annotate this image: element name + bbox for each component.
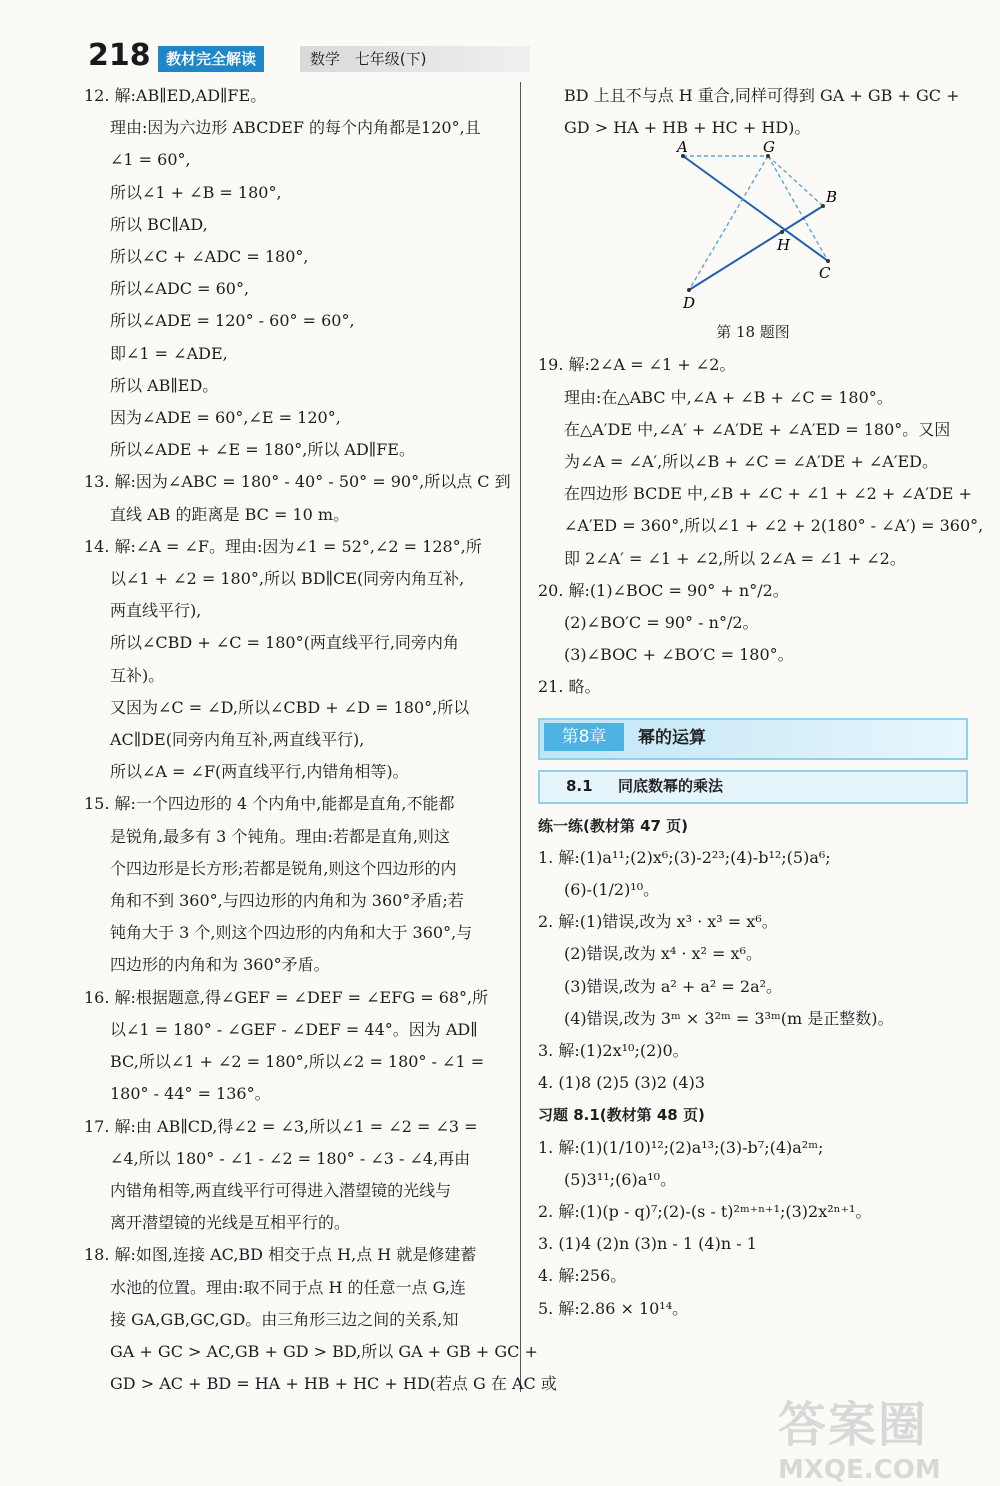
- subject-label: 数学: [310, 50, 341, 68]
- watermark-text-en: MXQE.COM: [778, 1455, 941, 1485]
- text-line: 2. 解:(1)(p - q)⁷;(2)-(s - t)²ᵐ⁺ⁿ⁺¹;(3)2x²ⁿ⁺¹。: [538, 1202, 872, 1222]
- column-divider: [520, 82, 521, 1392]
- chapter-banner: [538, 718, 968, 760]
- point-b: [821, 204, 825, 208]
- text-line: 又因为∠C = ∠D,所以∠CBD + ∠D = 180°,所以: [110, 697, 470, 717]
- section-number: 8.1: [566, 776, 593, 795]
- text-line: 5. 解:2.86 × 10¹⁴。: [538, 1298, 689, 1318]
- text-line: 1. 解:(1)a¹¹;(2)x⁶;(3)-2²³;(4)-b¹²;(5)a⁶;: [538, 847, 831, 867]
- figure-18: [538, 138, 968, 349]
- text-line: 4. 解:256。: [538, 1266, 627, 1286]
- site-watermark: [778, 1386, 978, 1485]
- text-line: 17. 解:由 AB∥CD,得∠2 = ∠3,所以∠1 = ∠2 = ∠3 =: [84, 1116, 478, 1136]
- label-g: G: [763, 138, 775, 157]
- label-b: B: [826, 188, 838, 207]
- text-line: BD 上且不与点 H 重合,同样可得到 GA + GB + GC +: [564, 86, 960, 105]
- page-header: [88, 36, 988, 76]
- point-c: [826, 259, 830, 263]
- text-line: 2. 解:(1)错误,改为 x³ · x³ = x⁶。: [538, 912, 778, 932]
- watermark-text-cn: 答案圈: [778, 1397, 929, 1453]
- right-column: [538, 80, 984, 1325]
- text-line: ∠1 = 60°,: [110, 150, 191, 170]
- text-line: 为∠A = ∠A′,所以∠B + ∠C = ∠A′DE + ∠A′ED。: [564, 452, 938, 472]
- figure-18-diagram: [653, 138, 853, 314]
- book-series-badge: 教材完全解读: [158, 46, 264, 72]
- chapter-title: 幂的运算: [638, 727, 706, 748]
- text-line: (3)∠BOC + ∠BO′C = 180°。: [564, 645, 794, 665]
- figure-caption: 第 18 题图: [716, 323, 790, 342]
- text-line: 19. 解:2∠A = ∠1 + ∠2。: [538, 355, 736, 375]
- label-d: D: [683, 294, 696, 313]
- text-line: 18. 解:如图,连接 AC,BD 相交于点 H,点 H 就是修建蓄: [84, 1245, 477, 1265]
- point-h: [780, 230, 784, 234]
- text-line: 接 GA,GB,GC,GD。由三角形三边之间的关系,知: [110, 1309, 459, 1329]
- text-line: 在△A′DE 中,∠A′ + ∠A′DE + ∠A′ED = 180°。又因: [564, 419, 951, 439]
- text-line: 所以∠ADE = 120° - 60° = 60°,: [110, 311, 355, 331]
- text-line: 所以∠ADC = 60°,: [110, 279, 250, 299]
- text-line: (3)错误,改为 a² + a² = 2a²。: [564, 976, 783, 996]
- text-line: ∠A′ED = 360°,所以∠1 + ∠2 + 2(180° - ∠A′) = 360°,: [564, 516, 984, 536]
- text-line: 所以 AB∥ED。: [110, 375, 219, 395]
- text-line: BC,所以∠1 + ∠2 = 180°,所以∠2 = 180° - ∠1 =: [110, 1052, 485, 1072]
- segment-ac: [683, 156, 828, 261]
- text-line: 16. 解:根据题意,得∠GEF = ∠DEF = ∠EFG = 68°,所: [84, 987, 489, 1007]
- text-line: 在四边形 BCDE 中,∠B + ∠C + ∠1 + ∠2 + ∠A′DE +: [564, 484, 972, 504]
- label-c: C: [819, 264, 831, 283]
- text-line: GD > AC + BD = HA + HB + HC + HD(若点 G 在 AC 或: [110, 1374, 557, 1394]
- text-line: 14. 解:∠A = ∠F。理由:因为∠1 = 52°,∠2 = 128°,所: [84, 536, 482, 556]
- text-line: (6)-(1/2)¹⁰。: [564, 880, 660, 900]
- text-line: 20. 解:(1)∠BOC = 90° + n°/2。: [538, 580, 789, 600]
- segment-gd: [689, 156, 768, 290]
- text-line: (5)3¹¹;(6)a¹⁰。: [564, 1169, 677, 1189]
- text-line: AC∥DE(同旁内角互补,两直线平行),: [110, 730, 365, 750]
- text-line: 3. 解:(1)2x¹⁰;(2)0。: [538, 1041, 689, 1061]
- point-d: [687, 288, 691, 292]
- text-line: 理由:因为六边形 ABCDEF 的每个内角都是120°,且: [110, 118, 481, 138]
- text-line: 内错角相等,两直线平行可得进入潜望镜的光线与: [110, 1180, 452, 1200]
- label-h: H: [777, 236, 791, 255]
- text-line: 所以∠CBD + ∠C = 180°(两直线平行,同旁内角: [110, 633, 459, 653]
- text-line: 离开潜望镜的光线是互相平行的。: [110, 1213, 351, 1233]
- subject-strip: [300, 46, 530, 72]
- text-line: 4. (1)8 (2)5 (3)2 (4)3: [538, 1073, 705, 1093]
- section-title: 同底数幂的乘法: [618, 776, 724, 795]
- text-line: 角和不到 360°,与四边形的内角和为 360°矛盾;若: [110, 891, 464, 911]
- text-line: 即∠1 = ∠ADE,: [110, 343, 228, 363]
- text-line: 理由:在△ABC 中,∠A + ∠B + ∠C = 180°。: [564, 387, 893, 407]
- chapter-tag: 第8章: [544, 723, 624, 751]
- text-line: 180° - 44° = 136°。: [110, 1084, 271, 1104]
- text-line: (4)错误,改为 3ᵐ × 3²ᵐ = 3³ᵐ(m 是正整数)。: [564, 1008, 894, 1028]
- text-line: 所以 BC∥AD,: [110, 214, 208, 234]
- text-line: (2)错误,改为 x⁴ · x² = x⁶。: [564, 944, 762, 964]
- text-line: 21. 略。: [538, 677, 601, 697]
- segment-bd: [689, 206, 823, 290]
- exercise-heading: 习题 8.1(教材第 48 页): [538, 1106, 705, 1125]
- text-line: 直线 AB 的距离是 BC = 10 m。: [110, 504, 350, 524]
- text-line: 四边形的内角和为 360°矛盾。: [110, 955, 330, 975]
- text-line: 所以∠1 + ∠B = 180°,: [110, 182, 282, 202]
- label-a: A: [677, 138, 688, 157]
- text-line: 15. 解:一个四边形的 4 个内角中,能都是直角,不能都: [84, 794, 455, 814]
- text-line: 钝角大于 3 个,则这个四边形的内角和大于 360°,与: [110, 923, 473, 943]
- practice-heading: 练一练(教材第 47 页): [538, 816, 689, 835]
- text-line: GD > HA + HB + HC + HD)。: [564, 118, 811, 138]
- section-banner: [538, 770, 968, 804]
- text-line: 1. 解:(1)(1/10)¹²;(2)a¹³;(3)-b⁷;(4)a²ᵐ;: [538, 1137, 824, 1157]
- text-line: GA + GC > AC,GB + GD > BD,所以 GA + GB + GC +: [110, 1341, 538, 1361]
- left-column: [84, 80, 557, 1400]
- text-line: 13. 解:因为∠ABC = 180° - 40° - 50° = 90°,所以点 C 到: [84, 472, 511, 492]
- text-line: 水池的位置。理由:取不同于点 H 的任意一点 G,连: [110, 1277, 466, 1297]
- text-line: 互补)。: [110, 665, 165, 685]
- text-line: 个四边形是长方形;若都是锐角,则这个四边形的内: [110, 858, 457, 878]
- text-line: 所以∠C + ∠ADC = 180°,: [110, 247, 309, 267]
- text-line: 所以∠ADE + ∠E = 180°,所以 AD∥FE。: [110, 440, 415, 460]
- text-line: 是锐角,最多有 3 个钝角。理由:若都是直角,则这: [110, 826, 450, 846]
- text-line: ∠4,所以 180° - ∠1 - ∠2 = 180° - ∠3 - ∠4,再由: [110, 1148, 471, 1168]
- text-line: 两直线平行),: [110, 601, 202, 621]
- text-line: 3. (1)4 (2)n (3)n - 1 (4)n - 1: [538, 1234, 757, 1254]
- grade-label: 七年级(下): [354, 50, 427, 68]
- text-line: (2)∠BO′C = 90° - n°/2。: [564, 613, 759, 633]
- text-line: 即 2∠A′ = ∠1 + ∠2,所以 2∠A = ∠1 + ∠2。: [564, 548, 906, 568]
- text-line: 以∠1 = 180° - ∠GEF - ∠DEF = 44°。因为 AD∥: [110, 1019, 478, 1039]
- text-line: 以∠1 + ∠2 = 180°,所以 BD∥CE(同旁内角互补,: [110, 569, 465, 589]
- text-line: 12. 解:AB∥ED,AD∥FE。: [84, 86, 267, 105]
- segment-gb: [768, 156, 823, 206]
- text-line: 所以∠A = ∠F(两直线平行,内错角相等)。: [110, 762, 409, 782]
- text-line: 因为∠ADE = 60°,∠E = 120°,: [110, 408, 341, 428]
- page-number: 218: [88, 38, 151, 73]
